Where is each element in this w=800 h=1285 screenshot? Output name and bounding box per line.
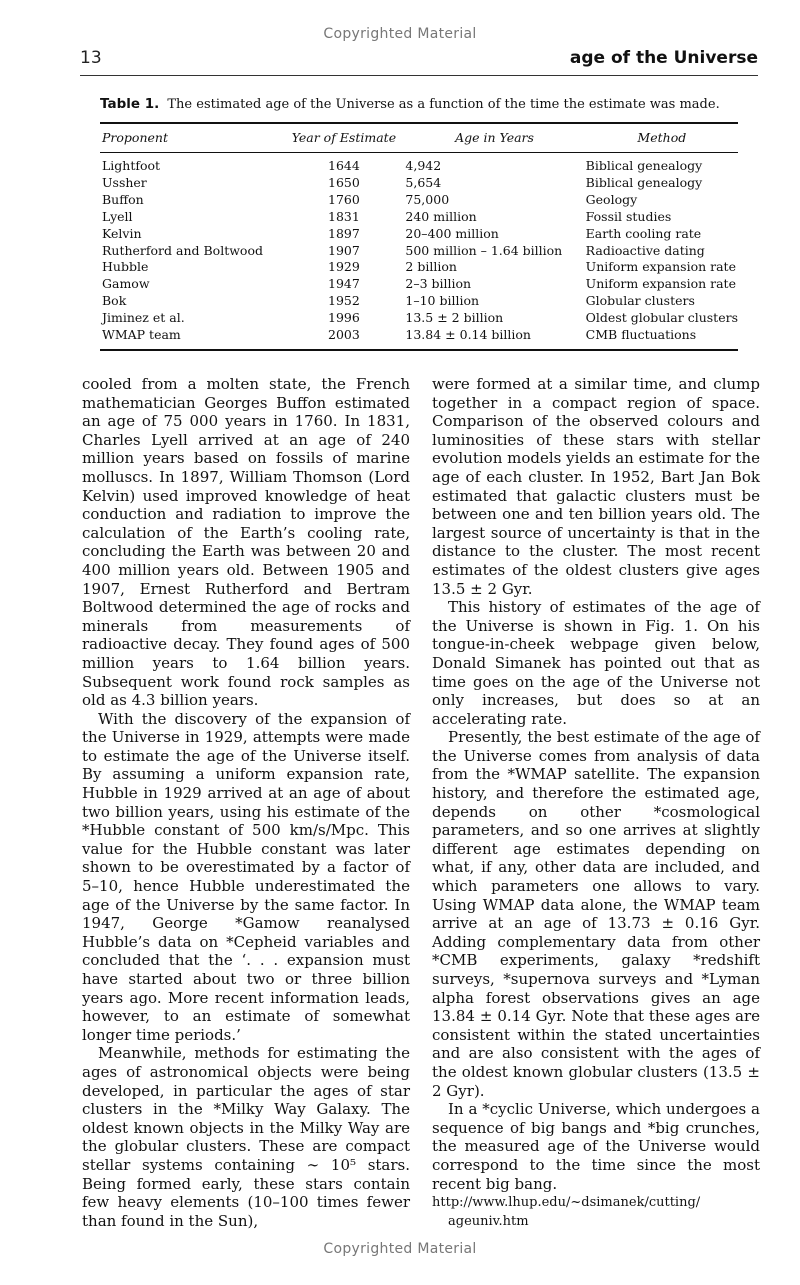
age-estimates-table bbox=[100, 124, 738, 344]
table-row bbox=[100, 327, 738, 344]
cell-year: 1947 bbox=[328, 276, 360, 292]
paragraph: were formed at a similar time, and clump together in a compact region of space. Comparison of the observed colours and luminosities of these stars with stellar evolution models yields an estimate for the age of each cluster. In 1952, Bart Jan Bok estimated that galactic clusters must be between one and ten billion years old. The largest source of uncertainty is that in the distance to the cluster. The most recent estimates of the oldest clusters give ages 13.5 ± 2 Gyr. bbox=[432, 375, 760, 598]
cell-age: 2–3 billion bbox=[405, 276, 472, 292]
cell-method: Radioactive dating bbox=[585, 242, 705, 258]
table-row bbox=[100, 293, 738, 310]
running-head: age of the Universe bbox=[569, 48, 758, 68]
cell-method: Uniform expansion rate bbox=[585, 259, 736, 275]
paragraph: In a *cyclic Universe, which undergoes a sequence of big bangs and *big crunches, the measured age of the Universe would correspond to the time since the most recent big bang. bbox=[432, 1100, 760, 1193]
table-caption bbox=[100, 96, 760, 112]
table-row bbox=[100, 276, 738, 293]
cell-age: 20–400 million bbox=[405, 225, 499, 241]
cell-proponent: Jiminez et al. bbox=[102, 310, 185, 326]
table-row bbox=[100, 175, 738, 192]
table-row bbox=[100, 310, 738, 327]
paragraph: Presently, the best estimate of the age of the Universe comes from analysis of data from the *WMAP satellite. The expansion history, and therefore the estimated age, depends on other *cosmological parameters, and so one arrives at slightly different age estimates depending on what, if any, other data are included, and which parameters one allows to vary. Using WMAP data alone, the WMAP team arrive at an age of 13.73 ± 0.16 Gyr. Adding complementary data from other *CMB experiments, galaxy *redshift surveys, *supernova surveys and *Lyman alpha forest observations gives an age 13.84 ± 0.14 Gyr. Note that these ages are consistent within the stated uncertainties and are also consistent with the ages of the oldest known globular clusters (13.5 ± 2 Gyr). bbox=[432, 728, 760, 1100]
cell-age: 75,000 bbox=[405, 191, 450, 207]
col-header-proponent: Proponent bbox=[102, 129, 168, 145]
cell-year: 1831 bbox=[328, 208, 360, 224]
cell-method: Fossil studies bbox=[585, 208, 672, 224]
table-row bbox=[100, 192, 738, 209]
cell-method: Oldest globular clusters bbox=[585, 310, 738, 326]
cell-year: 1897 bbox=[328, 225, 360, 241]
cell-proponent: Hubble bbox=[102, 259, 149, 275]
cell-proponent: Ussher bbox=[102, 174, 147, 190]
cell-proponent: Rutherford and Boltwood bbox=[102, 242, 263, 258]
cell-year: 1929 bbox=[328, 259, 360, 275]
cell-proponent: Lightfoot bbox=[102, 158, 161, 173]
table-row bbox=[100, 209, 738, 226]
cell-year: 1760 bbox=[328, 191, 360, 207]
cell-age: 13.5 ± 2 billion bbox=[405, 310, 504, 326]
col-header-age: Age in Years bbox=[455, 129, 534, 145]
cell-proponent: Buffon bbox=[102, 191, 144, 207]
cell-method: Earth cooling rate bbox=[585, 225, 702, 241]
cell-year: 2003 bbox=[328, 327, 360, 343]
paragraph: With the discovery of the expansion of the Universe in 1929, attempts were made to estimate the age of the Universe itself. By assuming a uniform expansion rate, Hubble in 1929 arrived at an age of about two billion years, using his estimate of the *Hubble constant of 500 km/s/Mpc. This value for the Hubble constant was later shown to be overestimated by a factor of 5–10, hence Hubble underestimated the age of the Universe by the same factor. In 1947, George *Gamow reanalysed Hubble’s data on *Cepheid variables and concluded that the ‘. . . expansion must have started about two or three billion years ago. More recent information leads, however, to an estimate of somewhat longer time periods.’ bbox=[82, 709, 410, 1044]
col-header-year: Year of Estimate bbox=[291, 129, 397, 145]
cell-proponent: Gamow bbox=[102, 276, 150, 292]
paragraph: Meanwhile, methods for estimating the ages of astronomical objects were being developed, in particular the ages of star clusters in the *Milky Way Galaxy. The oldest known objects in the Milky Way are the globular clusters. These are compact stellar systems containing ∼ 10⁵ stars. Being formed early, these stars contain few heavy elements (10–100 times fewer than found in the Sun), bbox=[82, 1044, 410, 1230]
cell-method: Biblical genealogy bbox=[585, 158, 703, 173]
cell-age: 500 million – 1.64 billion bbox=[405, 242, 563, 258]
cell-method: CMB fluctuations bbox=[585, 327, 697, 343]
watermark-top: Copyrighted Material bbox=[323, 26, 477, 42]
left-column bbox=[82, 375, 410, 1230]
cell-age: 4,942 bbox=[405, 158, 442, 173]
cell-proponent: Kelvin bbox=[102, 225, 142, 241]
cell-age: 1–10 billion bbox=[405, 293, 480, 309]
reference-url[interactable] bbox=[432, 1193, 760, 1231]
cell-year: 1952 bbox=[328, 293, 360, 309]
cell-age: 13.84 ± 0.14 billion bbox=[405, 327, 531, 343]
cell-year: 1650 bbox=[328, 174, 360, 190]
cell-proponent: Bok bbox=[102, 293, 127, 309]
cell-year: 1644 bbox=[328, 158, 360, 173]
table-label: Table 1. bbox=[100, 96, 160, 112]
cell-age: 240 million bbox=[405, 208, 477, 224]
table-bottom-rule bbox=[100, 349, 738, 351]
cell-year: 1996 bbox=[328, 310, 360, 326]
paragraph: This history of estimates of the age of the Universe is shown in Fig. 1. On his tongue-in-cheek webpage given below, Donald Simanek has pointed out that as time goes on the age of the Universe not only increases, but does so at an accelerating rate. bbox=[432, 598, 760, 728]
cell-method: Uniform expansion rate bbox=[585, 276, 736, 292]
watermark-bottom: Copyrighted Material bbox=[323, 1241, 477, 1257]
cell-method: Globular clusters bbox=[585, 293, 695, 309]
right-column bbox=[432, 375, 760, 1231]
table-header-row bbox=[100, 124, 738, 154]
paragraph: cooled from a molten state, the French mathematician Georges Buffon estimated an age of 75 000 years in 1760. In 1831, Charles Lyell arrived at an age of 240 million years based on fossils of marine molluscs. In 1897, William Thomson (Lord Kelvin) used improved knowledge of heat conduction and radiation to improve the calculation of the Earth’s cooling rate, concluding the Earth was between 20 and 400 million years old. Between 1905 and 1907, Ernest Rutherford and Bertram Boltwood determined the age of rocks and minerals from measurements of radioactive decay. They found ages of 500 million years to 1.64 billion years. Subsequent work found rock samples as old as 4.3 billion years. bbox=[82, 375, 410, 710]
cell-method: Biblical genealogy bbox=[585, 174, 703, 190]
table-row bbox=[100, 154, 738, 175]
cell-method: Geology bbox=[585, 191, 638, 207]
reference-url-line1[interactable]: http://www.lhup.edu/~dsimanek/cutting/ bbox=[432, 1195, 701, 1211]
col-header-method: Method bbox=[637, 129, 687, 145]
table-body bbox=[100, 154, 738, 344]
table-row bbox=[100, 226, 738, 243]
page-number: 13 bbox=[80, 48, 102, 68]
cell-proponent: WMAP team bbox=[102, 327, 181, 343]
reference-url-line2[interactable]: ageuniv.htm bbox=[448, 1214, 529, 1230]
table-row bbox=[100, 243, 738, 260]
table-caption-text: The estimated age of the Universe as a function of the time the estimate was made. bbox=[167, 97, 720, 112]
table-row bbox=[100, 259, 738, 276]
cell-age: 5,654 bbox=[405, 174, 442, 190]
cell-proponent: Lyell bbox=[102, 208, 133, 224]
cell-year: 1907 bbox=[328, 242, 360, 258]
header-rule bbox=[80, 75, 758, 76]
cell-age: 2 billion bbox=[405, 259, 457, 275]
